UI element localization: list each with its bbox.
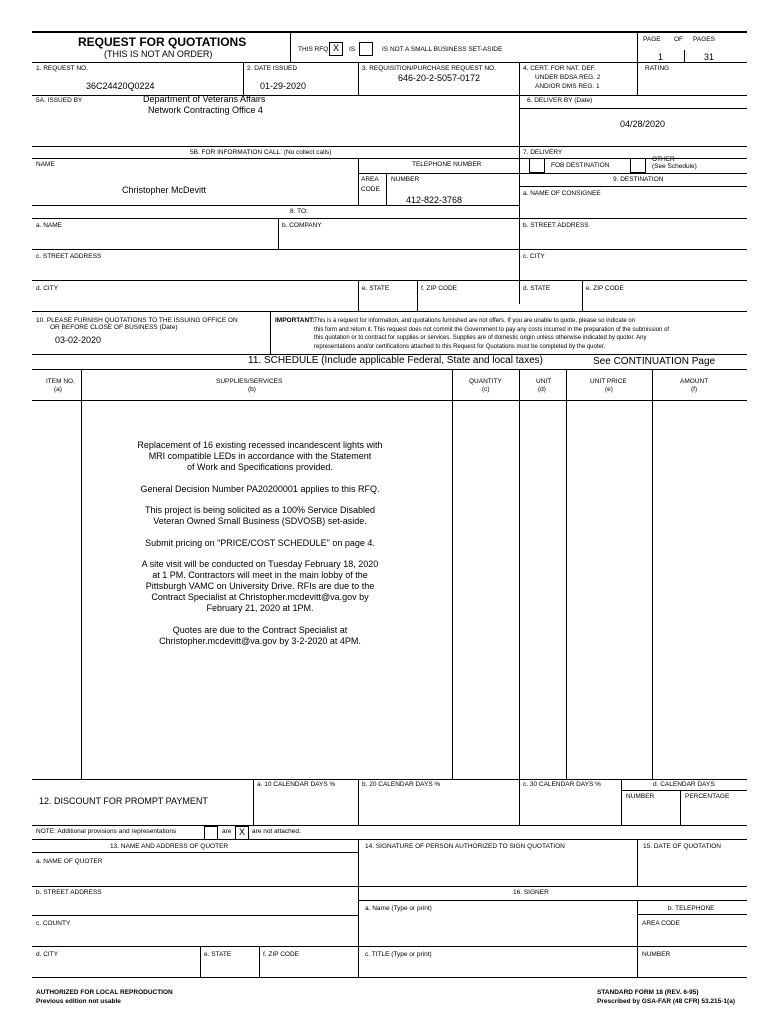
deliver-by-label: 6. DELIVER BY (Date) bbox=[527, 97, 593, 104]
cert-label-3: AND/OR DMS REG. 1 bbox=[535, 83, 600, 90]
schedule-para-wage: General Decision Number PA20200001 applies to this RFQ. bbox=[140, 484, 380, 494]
destination-label: 9. DESTINATION bbox=[613, 176, 664, 183]
divider bbox=[32, 886, 747, 887]
divider bbox=[32, 280, 747, 281]
are-not-checkbox[interactable] bbox=[235, 826, 249, 840]
divider bbox=[290, 31, 291, 62]
fob-destination-label: FOB DESTINATION bbox=[551, 162, 610, 169]
are-checkbox[interactable] bbox=[204, 826, 218, 840]
dest-street-label: b. STREET ADDRESS bbox=[523, 222, 589, 229]
schedule-para-setaside: This project is being solicited as a 100% Service Disabled Veteran Owned Small Business (SDVOSB) set-aside. bbox=[144, 505, 376, 526]
number-label: NUMBER bbox=[391, 176, 420, 183]
divider bbox=[621, 790, 747, 791]
discount-col-a: a. 10 CALENDAR DAYS % bbox=[257, 781, 336, 788]
signer-label: 16. SIGNER bbox=[513, 889, 549, 896]
divider bbox=[582, 280, 583, 311]
area-code-label: AREA CODE bbox=[642, 920, 680, 927]
discount-col-b: b. 20 CALENDAR DAYS % bbox=[362, 781, 441, 788]
discount-col-d: d. CALENDAR DAYS bbox=[653, 781, 715, 788]
divider bbox=[386, 173, 387, 205]
form-subtitle: (THIS IS NOT AN ORDER) bbox=[104, 49, 213, 59]
page-label: PAGE bbox=[643, 36, 661, 43]
this-rfq-label: THIS RFQ bbox=[298, 46, 329, 53]
furnish-label-2: OR BEFORE CLOSE OF BUSINESS (Date) bbox=[50, 324, 178, 331]
divider bbox=[32, 977, 747, 978]
divider bbox=[680, 790, 681, 825]
divider bbox=[243, 62, 244, 95]
divider bbox=[259, 946, 260, 977]
to-company-label: b. COMPANY bbox=[282, 222, 322, 229]
pages-label: PAGES bbox=[693, 36, 715, 43]
divider bbox=[358, 779, 359, 825]
quoter-state-label: e. STATE bbox=[204, 951, 232, 958]
to-street-label: c. STREET ADDRESS bbox=[36, 253, 102, 260]
quoter-county-label: c. COUNTY bbox=[36, 920, 71, 927]
continuation-label: See CONTINUATION Page bbox=[593, 356, 716, 367]
divider bbox=[358, 62, 359, 95]
schedule-para-site-visit: A site visit will be conducted on Tuesday February 18, 2020 at 1 PM. Contractors will meet in the main lobby of the Pittsburgh VAMC on University Drive. RFIs are due to the Contract Specialist at Christopher.mcdevitt@va.gov by February 21, 2020 at 1PM. bbox=[141, 559, 379, 613]
divider bbox=[32, 369, 747, 370]
footer-prescribed-by: Prescribed by GSA-FAR (48 CFR) 53.215-1(a) bbox=[597, 998, 735, 1005]
furnish-label: 10. PLEASE FURNISH QUOTATIONS TO THE ISSUING OFFICE ON bbox=[36, 317, 238, 324]
divider bbox=[32, 205, 519, 206]
footer-authorized: AUTHORIZED FOR LOCAL REPRODUCTION bbox=[36, 989, 173, 996]
divider bbox=[358, 900, 747, 901]
divider bbox=[32, 852, 358, 853]
schedule-title: 11. SCHEDULE (Include applicable Federal, State and local taxes) bbox=[248, 355, 543, 366]
col-item-header: ITEM NO. bbox=[46, 378, 75, 385]
important-text: This is a request for information, and quotations furnished are not offers. If you are unable to quote, please so indicate on this form and return it. This request does not commit the Government to pay any costs incurred in the preparation of the submission of this quotation or to contract for supplies or services. Supplies are of domestic origin unless otherwise indicated by quoter. Any representations and/or certifications attached to this Request for Quotations must be completed by the quoter. bbox=[314, 318, 670, 350]
divider bbox=[519, 108, 747, 109]
area-label: AREA bbox=[361, 176, 379, 183]
dest-zip-label: e. ZIP CODE bbox=[586, 285, 624, 292]
other-checkbox[interactable] bbox=[630, 158, 646, 173]
divider bbox=[32, 218, 519, 219]
rating-label: RATING bbox=[645, 65, 670, 72]
important-label: IMPORTANT: bbox=[275, 317, 315, 324]
setaside-label: IS NOT A SMALL BUSINESS SET-ASIDE bbox=[382, 46, 503, 53]
requisition-value: 646-20-2-5057-0172 bbox=[398, 73, 481, 83]
see-schedule-label: (See Schedule) bbox=[652, 163, 697, 170]
dest-state-label: d. STATE bbox=[523, 285, 551, 292]
signer-name-label: a. Name (Type or print) bbox=[365, 905, 432, 912]
page-number: 1 bbox=[658, 52, 664, 62]
divider bbox=[32, 779, 747, 780]
divider bbox=[32, 95, 747, 96]
date-issued-label: 2. DATE ISSUED bbox=[247, 65, 298, 72]
issuer-line-2: Network Contracting Office 4 bbox=[148, 105, 263, 115]
is-label: IS bbox=[349, 46, 356, 53]
divider bbox=[637, 31, 638, 62]
date-issued-value: 01-29-2020 bbox=[260, 81, 307, 91]
setaside-checkbox[interactable] bbox=[359, 42, 373, 56]
col-price-sub: (e) bbox=[605, 386, 613, 393]
issued-by-label: 5A. ISSUED BY bbox=[36, 97, 83, 104]
col-amount-sub: (f) bbox=[691, 386, 698, 393]
divider bbox=[519, 369, 520, 779]
col-unit-sub: (d) bbox=[538, 386, 546, 393]
divider bbox=[519, 186, 747, 187]
signature-label: 14. SIGNATURE OF PERSON AUTHORIZED TO SIGN QUOTATION bbox=[365, 843, 565, 850]
note-text: NOTE: Additional provisions and representations bbox=[36, 828, 177, 835]
to-zip-label: f. ZIP CODE bbox=[421, 285, 457, 292]
divider bbox=[519, 779, 520, 825]
divider bbox=[253, 779, 254, 825]
form-title: REQUEST FOR QUOTATIONS bbox=[78, 35, 247, 49]
contact-name: Christopher McDevitt bbox=[122, 185, 207, 195]
telephone-header-label: b. TELEPHONE bbox=[668, 905, 715, 912]
divider bbox=[652, 369, 653, 779]
other-label: OTHER bbox=[652, 156, 675, 163]
divider bbox=[81, 369, 82, 779]
issuer-line-1: Department of Veterans Affairs bbox=[143, 94, 266, 104]
divider bbox=[270, 311, 271, 354]
footer-form-number: STANDARD FORM 18 (REV. 6-95) bbox=[597, 989, 699, 996]
divider bbox=[637, 900, 638, 977]
col-qty-header: QUANTITY bbox=[469, 378, 502, 385]
col-qty-sub: (c) bbox=[482, 386, 490, 393]
divider bbox=[637, 839, 638, 886]
are-not-check-mark: X bbox=[239, 827, 246, 837]
divider bbox=[32, 946, 358, 947]
total-pages: 31 bbox=[704, 52, 715, 62]
deliver-by-value: 04/28/2020 bbox=[620, 119, 666, 129]
info-call-label: 5B. FOR INFORMATION CALL: (No collect calls) bbox=[190, 149, 332, 156]
divider bbox=[637, 62, 638, 95]
quoter-label: 13. NAME AND ADDRESS OF QUOTER bbox=[110, 843, 229, 850]
top-border bbox=[32, 31, 747, 33]
signer-title-label: c. TITLE (Type or print) bbox=[365, 951, 432, 958]
quoter-city-label: d. CITY bbox=[36, 951, 59, 958]
col-supplies-sub: (b) bbox=[248, 386, 256, 393]
divider bbox=[32, 311, 747, 312]
furnish-date: 03-02-2020 bbox=[55, 335, 102, 345]
phone-number-label: NUMBER bbox=[642, 951, 671, 958]
divider bbox=[637, 914, 747, 915]
col-item-sub: (a) bbox=[54, 386, 62, 393]
divider bbox=[200, 946, 201, 977]
divider bbox=[32, 915, 358, 916]
quoter-zip-label: f. ZIP CODE bbox=[263, 951, 299, 958]
divider bbox=[519, 218, 747, 219]
quotation-date-label: 15. DATE OF QUOTATION bbox=[643, 843, 722, 850]
divider bbox=[358, 280, 359, 311]
divider bbox=[417, 280, 418, 311]
divider bbox=[32, 400, 747, 401]
name-label: NAME bbox=[36, 161, 55, 168]
to-label: 8. TO: bbox=[290, 208, 308, 215]
quoter-name-label: a. NAME OF QUOTER bbox=[36, 858, 103, 865]
request-no-value: 36C24420Q0224 bbox=[86, 81, 155, 91]
request-no-label: 1. REQUEST NO. bbox=[36, 65, 88, 72]
divider bbox=[358, 946, 747, 947]
footer-previous-edition: Previous edition not usable bbox=[36, 998, 121, 1005]
divider bbox=[32, 62, 747, 63]
discount-number-label: NUMBER bbox=[626, 793, 655, 800]
divider bbox=[32, 146, 747, 147]
telephone-label: TELEPHONE NUMBER bbox=[412, 161, 482, 168]
rfq-checkbox[interactable] bbox=[329, 42, 343, 56]
discount-col-c: c. 30 CALENDAR DAYS % bbox=[523, 781, 601, 788]
delivery-label: 7. DELIVERY bbox=[523, 149, 563, 156]
col-supplies-header: SUPPLIES/SERVICES bbox=[216, 378, 283, 385]
quoter-street-label: b. STREET ADDRESS bbox=[36, 889, 102, 896]
schedule-para-scope: Replacement of 16 existing recessed incandescent lights with MRI compatible LEDs in accordance with the Statement of Work and Specifications provided. bbox=[137, 440, 383, 472]
discount-percentage-label: PERCENTAGE bbox=[685, 793, 730, 800]
divider bbox=[566, 369, 567, 779]
divider bbox=[32, 839, 747, 840]
code-label: CODE bbox=[361, 186, 380, 193]
schedule-para-pricing: Submit pricing on "PRICE/COST SCHEDULE" on page 4. bbox=[145, 538, 375, 548]
schedule-para-due: Quotes are due to the Contract Specialist at Christopher.mcdevitt@va.gov by 3-2-2020 at 4PM. bbox=[159, 625, 361, 646]
cert-label: 4. CERT. FOR NAT. DEF. bbox=[523, 65, 596, 72]
divider bbox=[358, 173, 519, 174]
to-name-label: a. NAME bbox=[36, 222, 63, 229]
note-not-attached: are not attached. bbox=[252, 828, 301, 835]
divider bbox=[358, 839, 359, 977]
fob-destination-checkbox[interactable] bbox=[529, 158, 545, 173]
divider bbox=[684, 50, 685, 62]
divider bbox=[278, 218, 279, 249]
divider bbox=[621, 779, 622, 825]
requisition-label: 3. REQUISITION/PURCHASE REQUEST NO. bbox=[362, 65, 496, 72]
contact-phone: 412-822-3768 bbox=[406, 195, 463, 205]
col-unit-header: UNIT bbox=[536, 378, 552, 385]
divider bbox=[519, 173, 747, 174]
cert-label-2: UNDER BDSA REG. 2 bbox=[535, 74, 601, 81]
to-city-label: d. CITY bbox=[36, 285, 59, 292]
to-state-label: e. STATE bbox=[362, 285, 390, 292]
consignee-label: a. NAME OF CONSIGNEE bbox=[523, 190, 601, 197]
col-amount-header: AMOUNT bbox=[680, 378, 709, 385]
divider bbox=[32, 825, 747, 826]
note-are-label: are bbox=[222, 828, 232, 835]
divider bbox=[452, 369, 453, 779]
divider bbox=[519, 62, 520, 146]
dest-city-label: c. CITY bbox=[523, 253, 545, 260]
divider bbox=[358, 158, 359, 205]
col-price-header: UNIT PRICE bbox=[590, 378, 627, 385]
rfq-check-mark: X bbox=[333, 43, 340, 53]
discount-label: 12. DISCOUNT FOR PROMPT PAYMENT bbox=[39, 796, 208, 806]
of-label: OF bbox=[674, 36, 684, 43]
divider bbox=[32, 249, 747, 250]
